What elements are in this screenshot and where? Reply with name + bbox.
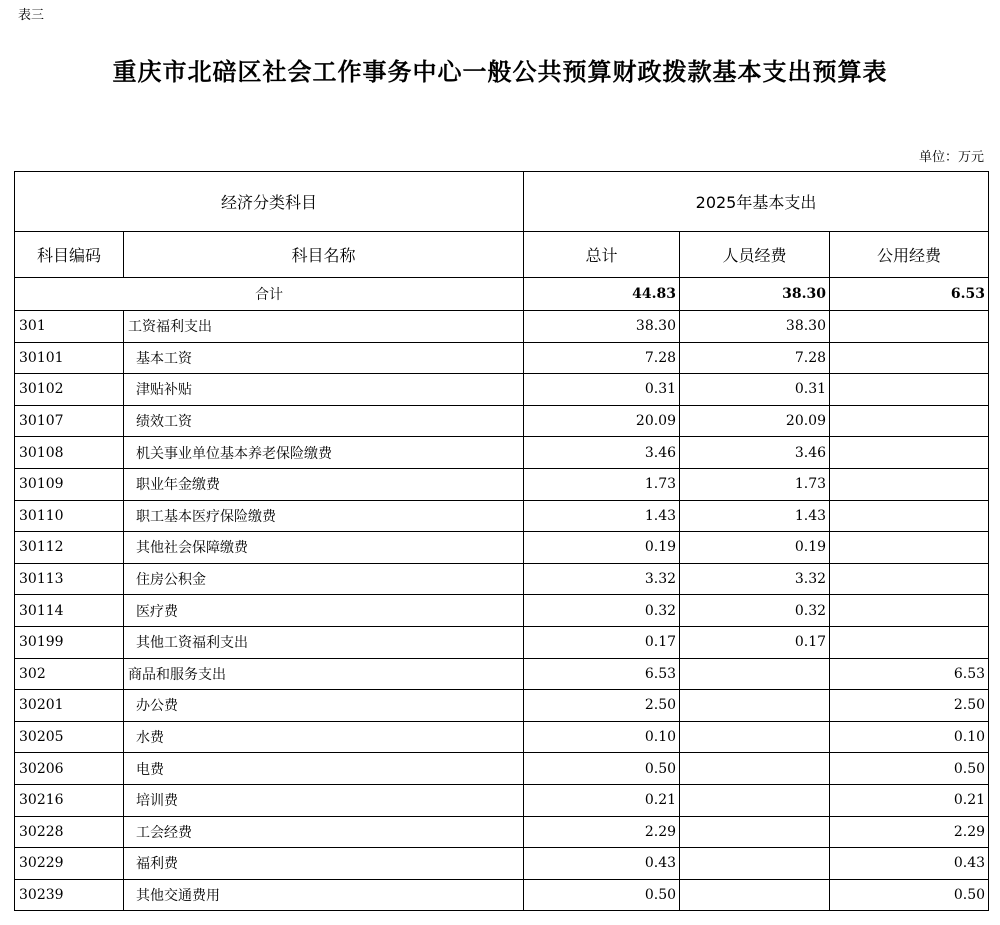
row-name-cell: 工会经费: [124, 816, 524, 848]
row-name-cell: 职工基本医疗保险缴费: [124, 500, 524, 532]
row-public-cell: 6.53: [830, 658, 989, 690]
row-name-cell: 其他交通费用: [124, 879, 524, 911]
unit-label: 单位：万元: [918, 150, 984, 165]
row-total-cell: 0.43: [524, 848, 680, 880]
table-row: [15, 848, 989, 880]
row-public-cell: 0.43: [830, 848, 989, 880]
row-name-cell: 基本工资: [124, 342, 524, 374]
row-code-cell: 30114: [15, 595, 124, 627]
row-total-cell: 0.10: [524, 721, 680, 753]
table-row: [15, 753, 989, 785]
row-total-cell: 20.09: [524, 405, 680, 437]
row-public-cell: 0.50: [830, 879, 989, 911]
row-total-cell: 2.29: [524, 816, 680, 848]
column-header-total: 总计: [524, 232, 680, 278]
table-row: [15, 563, 989, 595]
row-name-cell: 职业年金缴费: [124, 468, 524, 500]
row-name-cell: 培训费: [124, 784, 524, 816]
row-personnel-cell: [680, 848, 830, 880]
row-name-cell: 商品和服务支出: [124, 658, 524, 690]
row-personnel-cell: 0.17: [680, 626, 830, 658]
row-name-cell: 办公费: [124, 690, 524, 722]
row-public-cell: 2.50: [830, 690, 989, 722]
column-header-code: 科目编码: [15, 232, 124, 278]
row-personnel-cell: 0.31: [680, 374, 830, 406]
row-name-cell: 工资福利支出: [124, 311, 524, 343]
budget-table-body: [15, 172, 989, 911]
column-header-row: [15, 232, 989, 278]
row-public-cell: 0.50: [830, 753, 989, 785]
total-total-cell: 44.83: [524, 278, 680, 311]
row-total-cell: 0.21: [524, 784, 680, 816]
row-code-cell: 30113: [15, 563, 124, 595]
row-code-cell: 30239: [15, 879, 124, 911]
row-name-cell: 医疗费: [124, 595, 524, 627]
table-row: [15, 311, 989, 343]
row-personnel-cell: 7.28: [680, 342, 830, 374]
row-name-cell: 福利费: [124, 848, 524, 880]
row-code-cell: 302: [15, 658, 124, 690]
row-personnel-cell: [680, 784, 830, 816]
row-name-cell: 水费: [124, 721, 524, 753]
row-personnel-cell: 38.30: [680, 311, 830, 343]
row-public-cell: [830, 405, 989, 437]
row-code-cell: 30107: [15, 405, 124, 437]
row-code-cell: 30205: [15, 721, 124, 753]
table-row: [15, 721, 989, 753]
row-personnel-cell: [680, 690, 830, 722]
row-total-cell: 7.28: [524, 342, 680, 374]
row-public-cell: [830, 311, 989, 343]
group-header-basic-expenditure: 2025年基本支出: [524, 172, 989, 232]
table-row: [15, 405, 989, 437]
row-total-cell: 0.19: [524, 532, 680, 564]
row-personnel-cell: 20.09: [680, 405, 830, 437]
row-code-cell: 30216: [15, 784, 124, 816]
row-public-cell: [830, 437, 989, 469]
table-row: [15, 690, 989, 722]
row-public-cell: [830, 374, 989, 406]
table-row: [15, 532, 989, 564]
row-total-cell: 0.50: [524, 753, 680, 785]
row-name-cell: 电费: [124, 753, 524, 785]
budget-table: [14, 171, 989, 911]
row-public-cell: [830, 595, 989, 627]
row-public-cell: [830, 626, 989, 658]
row-code-cell: 30229: [15, 848, 124, 880]
row-total-cell: 3.32: [524, 563, 680, 595]
page-title: 重庆市北碚区社会工作事务中心一般公共预算财政拨款基本支出预算表: [112, 57, 888, 86]
row-code-cell: 30110: [15, 500, 124, 532]
table-row: [15, 658, 989, 690]
row-personnel-cell: [680, 721, 830, 753]
row-total-cell: 0.32: [524, 595, 680, 627]
row-code-cell: 30206: [15, 753, 124, 785]
table-row: [15, 468, 989, 500]
row-total-cell: 0.50: [524, 879, 680, 911]
row-total-cell: 3.46: [524, 437, 680, 469]
column-header-name: 科目名称: [124, 232, 524, 278]
row-public-cell: [830, 468, 989, 500]
row-personnel-cell: [680, 879, 830, 911]
row-total-cell: 2.50: [524, 690, 680, 722]
column-header-public: 公用经费: [830, 232, 989, 278]
row-personnel-cell: [680, 753, 830, 785]
row-total-cell: 6.53: [524, 658, 680, 690]
group-header-row: [15, 172, 989, 232]
table-row: [15, 595, 989, 627]
row-total-cell: 0.17: [524, 626, 680, 658]
row-total-cell: 0.31: [524, 374, 680, 406]
row-personnel-cell: 0.19: [680, 532, 830, 564]
row-name-cell: 津贴补贴: [124, 374, 524, 406]
table-row: [15, 374, 989, 406]
row-personnel-cell: 1.73: [680, 468, 830, 500]
row-code-cell: 30201: [15, 690, 124, 722]
row-code-cell: 301: [15, 311, 124, 343]
row-public-cell: 2.29: [830, 816, 989, 848]
row-code-cell: 30109: [15, 468, 124, 500]
row-public-cell: [830, 342, 989, 374]
table-number-label: 表三: [18, 8, 45, 23]
row-personnel-cell: 0.32: [680, 595, 830, 627]
row-name-cell: 其他工资福利支出: [124, 626, 524, 658]
row-name-cell: 机关事业单位基本养老保险缴费: [124, 437, 524, 469]
row-public-cell: 0.10: [830, 721, 989, 753]
row-public-cell: [830, 532, 989, 564]
row-code-cell: 30199: [15, 626, 124, 658]
row-name-cell: 其他社会保障缴费: [124, 532, 524, 564]
row-code-cell: 30102: [15, 374, 124, 406]
row-public-cell: 0.21: [830, 784, 989, 816]
row-code-cell: 30108: [15, 437, 124, 469]
row-personnel-cell: [680, 658, 830, 690]
row-public-cell: [830, 563, 989, 595]
column-header-personnel: 人员经费: [680, 232, 830, 278]
total-row: [15, 278, 989, 311]
row-personnel-cell: 3.32: [680, 563, 830, 595]
group-header-economic-class: 经济分类科目: [15, 172, 524, 232]
row-code-cell: 30101: [15, 342, 124, 374]
row-personnel-cell: [680, 816, 830, 848]
table-row: [15, 342, 989, 374]
row-code-cell: 30112: [15, 532, 124, 564]
total-personnel-cell: 38.30: [680, 278, 830, 311]
row-total-cell: 38.30: [524, 311, 680, 343]
row-total-cell: 1.43: [524, 500, 680, 532]
row-public-cell: [830, 500, 989, 532]
table-row: [15, 784, 989, 816]
row-personnel-cell: 1.43: [680, 500, 830, 532]
row-code-cell: 30228: [15, 816, 124, 848]
row-personnel-cell: 3.46: [680, 437, 830, 469]
table-row: [15, 816, 989, 848]
table-row: [15, 626, 989, 658]
total-label: 合计: [15, 278, 524, 311]
row-total-cell: 1.73: [524, 468, 680, 500]
table-row: [15, 500, 989, 532]
table-row: [15, 437, 989, 469]
total-public-cell: 6.53: [830, 278, 989, 311]
row-name-cell: 绩效工资: [124, 405, 524, 437]
row-name-cell: 住房公积金: [124, 563, 524, 595]
table-row: [15, 879, 989, 911]
